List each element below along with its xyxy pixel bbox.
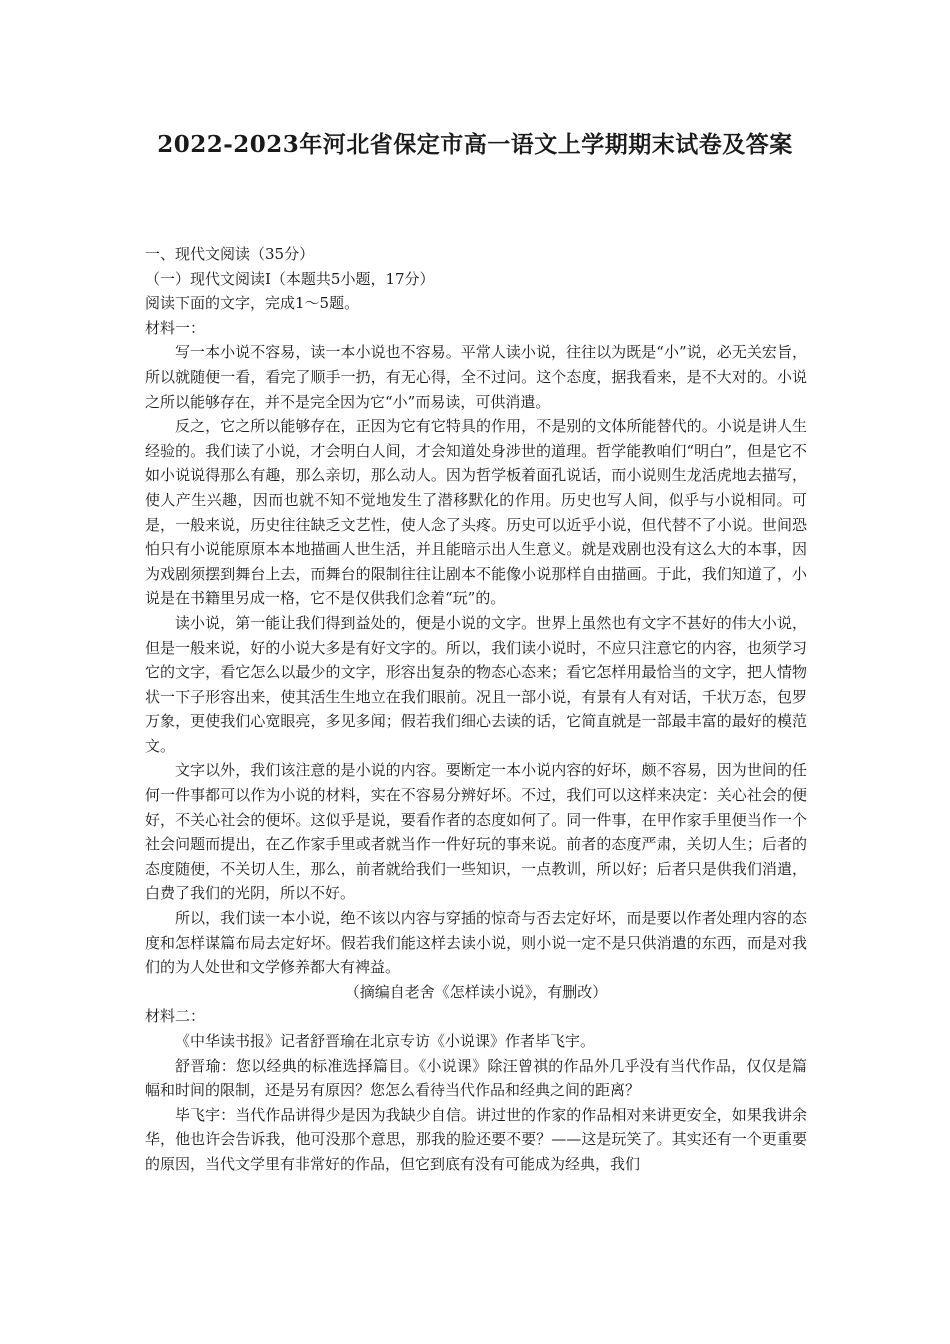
material-one-paragraph: 读小说，第一能让我们得到益处的，便是小说的文字。世界上虽然也有文字不甚好的伟大小说，但是一般来说，好的小说大多是有好文字的。所以，我们读小说时，不应只注意它的内容，也须学习它的文字，看它怎么以最少的文字，形容出复杂的物态心态来；看它怎样用最恰当的文字，把人情物状一下子形容出来，使其活生生地立在我们眼前。况且一部小说，有景有人有对话，千状万态，包罗万象，更使我们心宽眼亮，多见多闻；假若我们细心去读的话，它简直就是一部最丰富的最好的模范文。 [145,613,807,755]
material-two-label: 材料二： [145,1007,206,1026]
document-title: 2022-2023年河北省保定市高一语文上学期期末试卷及答案 [157,131,793,158]
material-two-paragraph: 毕飞宇：当代作品讲得少是因为我缺少自信。讲过世的作家的作品相对来讲更安全，如果我讲余华，他也许会告诉我，他可没那个意思，那我的脸还要不要？——这是玩笑了。其实还有一个更重要的原因，当代文学里有非常好的作品，但它到底有没有可能成为经典，我们 [145,1105,807,1173]
instruction-text: 阅读下面的文字，完成1～5题。 [145,294,360,313]
material-one-paragraph: 所以，我们读一本小说，绝不该以内容与穿插的惊奇与否去定好坏，而是要以作者处理内容的态度和怎样谋篇布局去定好坏。假若我们能这样去读小说，则小说一定不是只供消遣的东西，而是对我们的为人处世和文学修养都大有裨益。 [145,909,807,977]
material-one-paragraph: 写一本小说不容易，读一本小说也不容易。平常人读小说，往往以为既是“小”说，必无关宏旨，所以就随便一看，看完了顺手一扔，有无心得，全不过问。这个态度，据我看来，是不大对的。小说之所以能够存在，并不是完全因为它“小”而易读，可供消遣。 [145,343,807,411]
section-heading: 一、现代文阅读（35分） [145,245,315,263]
material-one-label: 材料一： [145,318,206,337]
material-one-paragraph: 文字以外，我们该注意的是小说的内容。要断定一本小说内容的好坏，颇不容易，因为世间的任何一件事都可以作为小说的材料，实在不容易分辨好坏。不过，我们可以这样来决定：关心社会的便好，不关心社会的便坏。这似乎是说，要看作者的态度如何了。同一件事，在甲作家手里便当作一个社会问题而提出，在乙作家手里或者就当作一件好玩的事来说。前者的态度严肃，关切人生；后者的态度随便，不关切人生，那么，前者就给我们一些知识，一点教训，所以好；后者只是供我们消遣，白费了我们的光阴，所以不好。 [145,761,807,903]
material-one-source: （摘编自老舍《怎样读小说》，有删改） [344,982,608,1001]
material-one-paragraph: 反之，它之所以能够存在，正因为它有它特具的作用，不是别的文体所能替代的。小说是讲人生经验的。我们读了小说，才会明白人间，才会知道处身涉世的道理。哲学能教咱们“明白”，但是它不如小说说得那么有趣，那么亲切，那么动人。因为哲学板着面孔说话，而小说则生龙活虎地去描写，使人产生兴趣，因而也就不知不觉地发生了潜移默化的作用。历史也写人间，似乎与小说相同。可是，一般来说，历史往往缺乏文艺性，使人念了头疼。历史可以近乎小说，但代替不了小说。世间恐怕只有小说能原原本本地描画人世生活，并且能暗示出人生意义。就是戏剧也没有这么大的本事，因为戏剧须摆到舞台上去，而舞台的限制往往让剧本不能像小说那样自由描画。于此，我们知道了，小说是在书籍里另成一格，它不是仅供我们念着“玩”的。 [145,417,807,608]
material-two-paragraph: 舒晋瑜：您以经典的标准选择篇目。《小说课》除汪曾祺的作品外几乎没有当代作品，仅仅是篇幅和时间的限制，还是另有原因？您怎么看待当代作品和经典之间的距离？ [145,1056,807,1100]
material-two-paragraph: 《中华读书报》记者舒晋瑜在北京专访《小说课》作者毕飞宇。 [175,1032,596,1050]
document-body [145,242,807,1177]
subsection-heading: （一）现代文阅读I（本题共5小题，17分） [145,269,435,288]
